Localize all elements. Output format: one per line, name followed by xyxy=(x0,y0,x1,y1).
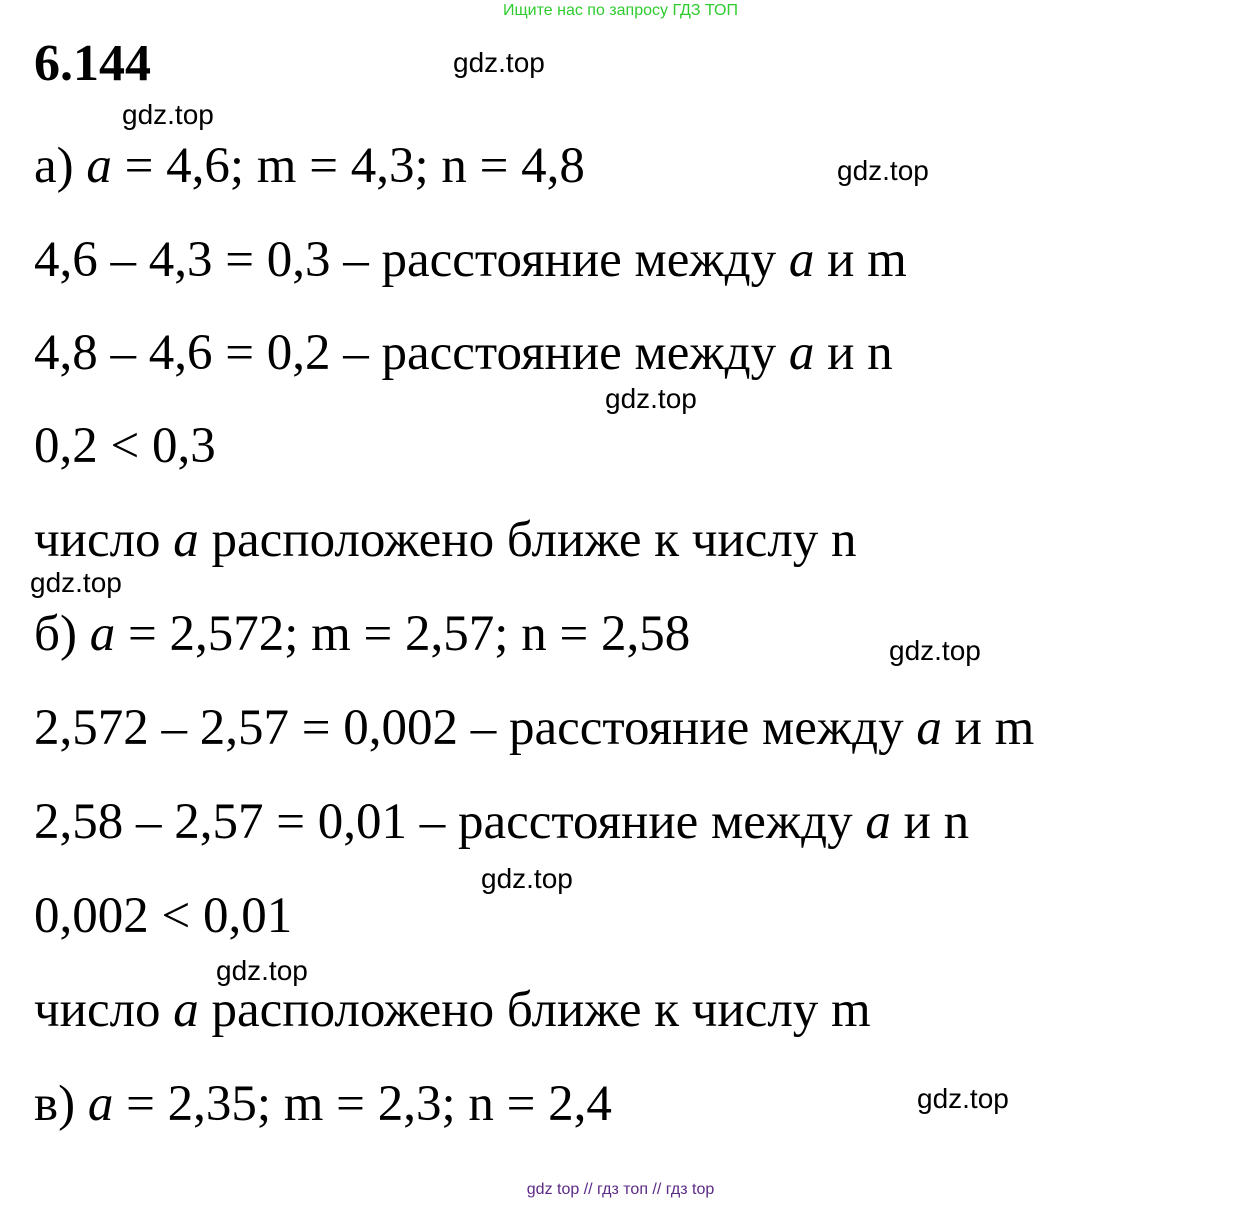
watermark: gdz.top xyxy=(889,635,981,666)
exercise-number: 6.144 xyxy=(34,35,151,92)
part-a-given: а) a = 4,6; m = 4,3; n = 4,8 xyxy=(34,138,585,194)
part-b-comparison: 0,002 < 0,01 xyxy=(34,888,293,944)
part-a-conclusion: число a расположено ближе к числу n xyxy=(34,512,857,568)
part-a-distance-n: 4,8 – 4,6 = 0,2 – расстояние между a и n xyxy=(34,325,893,381)
watermark: gdz.top xyxy=(453,47,545,78)
part-a-distance-m: 4,6 – 4,3 = 0,3 – расстояние между a и m xyxy=(34,232,907,288)
watermark: gdz.top xyxy=(917,1083,1009,1114)
part-b-distance-m: 2,572 – 2,57 = 0,002 – расстояние между a и m xyxy=(34,700,1035,756)
watermark: gdz.top xyxy=(30,567,122,598)
part-b-distance-n: 2,58 – 2,57 = 0,01 – расстояние между a и n xyxy=(34,794,970,850)
watermark: gdz.top xyxy=(216,955,308,986)
watermark: gdz.top xyxy=(605,383,697,414)
watermark: gdz.top xyxy=(122,99,214,130)
search-banner: Ищите нас по запросу ГДЗ ТОП xyxy=(503,2,738,19)
footer-watermark: gdz top // гдз топ // гдз top xyxy=(526,1181,715,1198)
part-a-comparison: 0,2 < 0,3 xyxy=(34,418,216,474)
part-c-given: в) a = 2,35; m = 2,3; n = 2,4 xyxy=(34,1076,612,1132)
part-b-given: б) a = 2,572; m = 2,57; n = 2,58 xyxy=(34,606,691,662)
part-b-conclusion: число a расположено ближе к числу m xyxy=(34,982,871,1038)
watermark: gdz.top xyxy=(837,155,929,186)
watermark: gdz.top xyxy=(481,863,573,894)
